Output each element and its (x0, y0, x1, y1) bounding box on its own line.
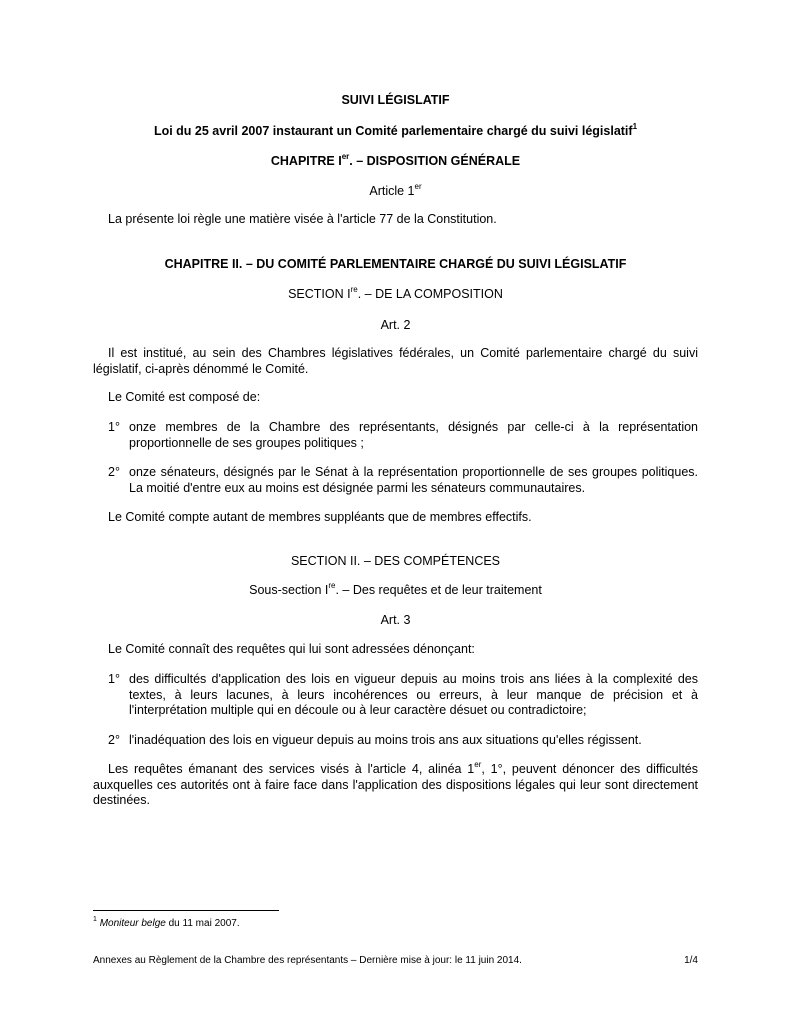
article-1-pre: Article 1 (369, 184, 415, 198)
section-1-sup: re (350, 284, 358, 294)
art-3-title (93, 613, 698, 629)
footnote-separator (93, 910, 279, 911)
subsection-1-sup: re (328, 580, 336, 590)
art-3-list-item-1 (108, 672, 698, 719)
art-2-paragraph-1 (93, 346, 698, 377)
footnote-marker: 1 (632, 121, 638, 131)
section-2-text: SECTION II. – DES COMPÉTENCES (290, 554, 501, 568)
heading-text: SUIVI LÉGISLATIF (341, 93, 450, 107)
art-2-list-item-1 (108, 420, 698, 451)
law-title-text: Loi du 25 avril 2007 instaurant un Comité parlementaire chargé du suivi législatif (153, 124, 633, 138)
footnote (93, 915, 240, 930)
art-3-title-text: Art. 3 (380, 613, 411, 627)
art-2-p2-text: Le Comité est composé de: (108, 390, 261, 404)
chapter-2-heading (93, 257, 698, 273)
page-heading (93, 93, 698, 109)
list-text: l'inadéquation des lois en vigueur depuis au moins trois ans aux situations qu'elles régissent. (129, 733, 642, 747)
art-3-p1-text: Le Comité connaît des requêtes qui lui sont adressées dénonçant: (108, 642, 475, 656)
art-3-p2-post: , 1°, peuvent dénoncer des difficultés auxquelles ces autorités ont à faire face dans l'application des dispositions légales qui leur sont directement destinées. (93, 762, 698, 807)
art-2-paragraph-3 (93, 510, 698, 526)
article-1-sup: er (414, 181, 422, 191)
subsection-1-heading (93, 580, 698, 599)
list-text: onze membres de la Chambre des représentants, désignés par celle-ci à la représentation proportionnelle de ses groupes politiques ; (129, 420, 698, 450)
chapter-2-text: CHAPITRE II. – DU COMITÉ PARLEMENTAIRE CHARGÉ DU SUIVI LÉGISLATIF (164, 257, 627, 271)
section-2-heading (93, 554, 698, 570)
footer-text: Annexes au Règlement de la Chambre des représentants – Dernière mise à jour: le 11 juin 2014. (93, 955, 522, 966)
art-2-list-item-2 (108, 465, 698, 496)
subsection-1-pre: Sous-section I (249, 583, 329, 597)
section-1-post: . – DE LA COMPOSITION (357, 287, 503, 301)
chapter-1-sup: er (341, 151, 350, 161)
art-3-p2-pre: Les requêtes émanant des services visés à l'article 4, alinéa 1 (108, 762, 475, 776)
chapter-1-post: . – DISPOSITION GÉNÉRALE (349, 154, 521, 168)
art-2-p1-text: Il est institué, au sein des Chambres législatives fédérales, un Comité parlementaire chargé du suivi législatif, ci-après dénommé le Comité. (93, 346, 698, 376)
chapter-1-heading (93, 151, 698, 170)
art-3-p2-sup: er (474, 759, 482, 769)
section-1-heading (93, 284, 698, 303)
footnote-source: Moniteur belge (99, 918, 166, 929)
article-1-paragraph: La présente loi règle une matière visée à l'article 77 de la Constitution. (108, 212, 497, 226)
law-title (93, 121, 698, 140)
art-3-list-item-2 (108, 733, 698, 749)
footnote-number: 1 (93, 915, 97, 923)
page-footer (93, 955, 698, 967)
list-number: 1° (108, 672, 120, 686)
page-number: 1/4 (684, 955, 698, 966)
art-2-p3-text: Le Comité compte autant de membres suppléants que de membres effectifs. (108, 510, 532, 524)
document-page (93, 0, 698, 1024)
list-text: onze sénateurs, désignés par le Sénat à la représentation proportionnelle de ses groupes politiques. La moitié d'entre eux au moins est désignée parmi les sénateurs communautaires. (129, 465, 698, 495)
art-2-paragraph-2 (93, 390, 698, 406)
art-2-title (93, 318, 698, 334)
article-1-title (93, 181, 698, 200)
article-1-text (93, 212, 698, 228)
art-3-paragraph-1 (93, 642, 698, 658)
footnote-date: du 11 mai 2007. (165, 918, 240, 929)
section-1-pre: SECTION I (288, 287, 351, 301)
list-number: 2° (108, 733, 120, 747)
list-number: 2° (108, 465, 120, 479)
list-number: 1° (108, 420, 120, 434)
chapter-1-pre: CHAPITRE I (270, 154, 342, 168)
art-2-title-text: Art. 2 (380, 318, 411, 332)
list-text: des difficultés d'application des lois en vigueur depuis au moins trois ans liées à la complexité des textes, à leurs lacunes, à leurs incohérences ou erreurs, à leur manque de précision et à l'interprétation multiple qui en découle ou à leur caractère désuet ou contradictoire; (129, 672, 698, 717)
art-3-paragraph-2 (93, 759, 698, 809)
subsection-1-post: . – Des requêtes et de leur traitement (335, 583, 542, 597)
